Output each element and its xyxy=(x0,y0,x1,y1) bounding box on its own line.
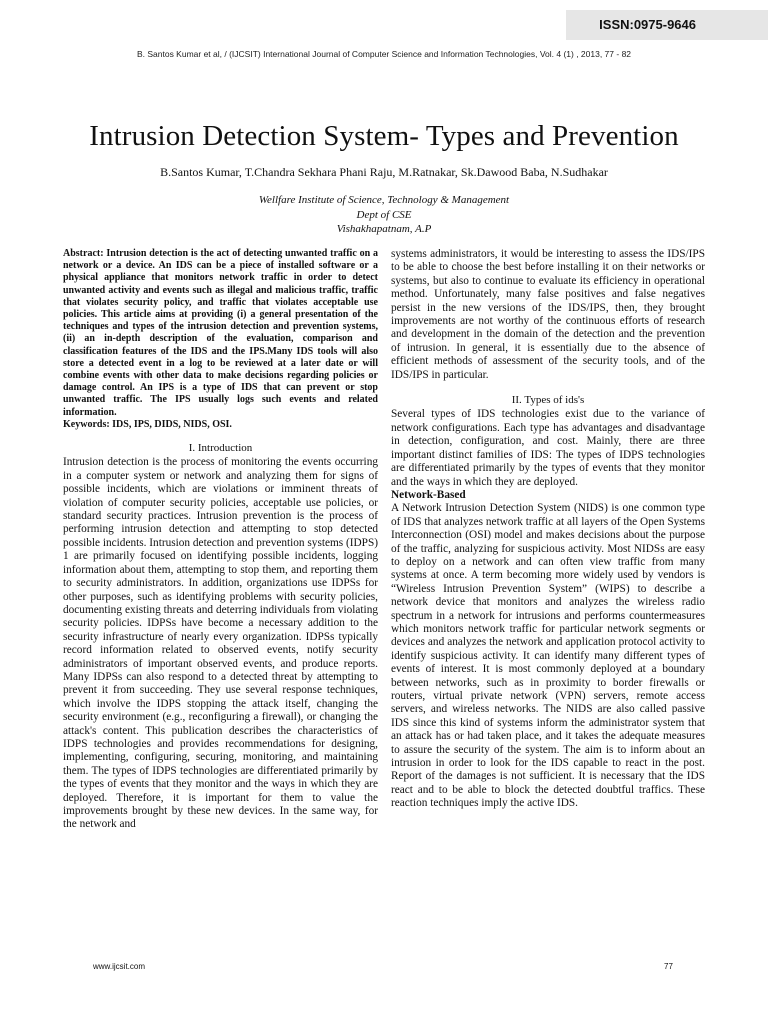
page-number: 77 xyxy=(664,962,673,971)
subsection-heading-network-based: Network-Based xyxy=(391,488,466,501)
left-column xyxy=(63,248,378,832)
right-column xyxy=(391,248,705,811)
section-heading-introduction: I. Introduction xyxy=(188,442,253,455)
network-based-body: A Network Intrusion Detection System (NIDS) is one common type of IDS that analyzes network traffic at all layers of the Open Systems Interconnection (OSI) model and makes decisions about the purpose of the traffic, analyzing for suspicious activity. Most NIDSs are easy to deploy on a network and can often view traffic from many systems at once. A term becoming more widely used by vendors is “Wireless Intrusion Prevention System” (WIPS) to describe a network device that monitors and analyzes the wireless radio spectrum in a network for intrusions and performs countermeasures which monitors network traffic for particular network segments or devices and analyzes the network and application protocol activity to identify suspicious activity. It can identify many different types of events of interest. It is most commonly deployed at a boundary between networks, such as in proximity to border firewalls or routers, virtual private network (VPN) servers, remote access servers, and wireless networks. The NIDS are also called passive IDS since this kind of systems inform the administrator system that an attack has or had taken place, and it takes the adequate measures to assure the security of the system. The aim is to inform about an intrusion in order to look for the IDS capable to react in the post. Report of the damages is not sufficient. It is necessary that the IDS react and to be able to block the detected doubtful traffics. These reaction techniques imply the active IDS. xyxy=(391,502,705,810)
keywords: Keywords: IDS, IPS, DIDS, NIDS, OSI. xyxy=(63,418,232,430)
affiliation xyxy=(0,193,768,237)
affiliation-department: Dept of CSE xyxy=(356,208,412,221)
affiliation-institute: Wellfare Institute of Science, Technology & Management xyxy=(258,194,510,206)
issn-label: ISSN:0975-9646 xyxy=(599,17,696,32)
introduction-body: Intrusion detection is the process of monitoring the events occurring in a computer system or network and analyzing them for signs of possible incidents, which are violations or imminent threats of violation of computer security policies, acceptable use policies, or standard security practices. Intrusion prevention is the process of performing intrusion detection and attempting to stop detected possible incidents. Intrusion detection and prevention systems (IDPS) 1 are primarily focused on identifying possible incidents, logging information about them, attempting to stop them, and reporting them to security administrators. In addition, organizations use IDPSs for other purposes, such as identifying problems with security policies, documenting existing threats and deterring individuals from violating security policies. IDPSs have become a necessary addition to the security infrastructure of nearly every organization. IDPSs typically record information related to observed events, notify security administrators of important observed events, and produce reports. Many IDPSs can also respond to a detected threat by attempting to prevent it from succeeding. They use several response techniques, which involve the IDPS stopping the attack itself, changing the security environment (e.g., reconfiguring a firewall), or changing the attack's content. This publication describes the characteristics of IDPS technologies and provides recommendations for designing, implementing, configuring, securing, monitoring, and maintaining them. The types of IDPS technologies are differentiated primarily by the types of events that they monitor and the ways in which they are deployed. Therefore, it is important for them to value the improvements brought by these new devices. In the same way, for the network and xyxy=(63,456,379,831)
abstract: Abstract: Intrusion detection is the act of detecting unwanted traffic on a network or a device. An IDS can be a piece of installed software or a physical appliance that monitors network traffic in order to detect unwanted activity and events such as illegal and malicious traffic, traffic that violates security policy, and traffic that violates acceptable use policies. This article aims at providing (i) a general presentation of the techniques and types of the intrusion detection and prevention systems, (ii) an in-depth description of the evaluation, comparison and classification features of the IDS and the IPS.Many IDS tools will also store a detected event in a log to be reviewed at a later date or will combine events with other data to make decisions regarding policies or damage control. An IPS is a type of IDS that can prevent or stop unwanted traffic. The IPS usually logs such events and related information. xyxy=(63,248,378,418)
affiliation-location: Vishakhapatnam, A.P xyxy=(336,223,432,235)
types-body: Several types of IDS technologies exist due to the variance of network configurations. Each type has advantages and disadvantage in detection, configuration, and cost. Mainly, there are three important distinct families of IDS: The types of IDPS technologies are differentiated primarily by the types of events that they monitor and the ways in which they are deployed. xyxy=(391,408,705,488)
introduction-continuation: systems administrators, it would be interesting to assess the IDS/IPS to be able to choose the best before installing it on their networks or systems, but also to continue to evaluate its efficiency in operational method. Unfortunately, many false positives and false negatives persist in the new versions of the IDS/IPS, then, they brought improvements are not worthy of the continuous efforts of research and development in the domain of the detection and the prevention of intrusion. In general, it is essentially due to the absence of efficient methods of assessment of the security tools, and of the IDS/IPS in particular. xyxy=(391,248,705,381)
section-heading-types: II. Types of ids's xyxy=(511,394,585,407)
paper-title: Intrusion Detection System- Types and Prevention xyxy=(89,120,679,152)
footer-url: www.ijcsit.com xyxy=(93,962,146,971)
journal-citation: B. Santos Kumar et al, / (IJCSIT) International Journal of Computer Science and Information Technologies, Vol. 4 (1) , 2013, 77 - 82 xyxy=(136,49,632,59)
author-list: B.Santos Kumar, T.Chandra Sekhara Phani Raju, M.Ratnakar, Sk.Dawood Baba, N.Sudhakar xyxy=(160,165,608,179)
issn-banner xyxy=(566,10,768,40)
